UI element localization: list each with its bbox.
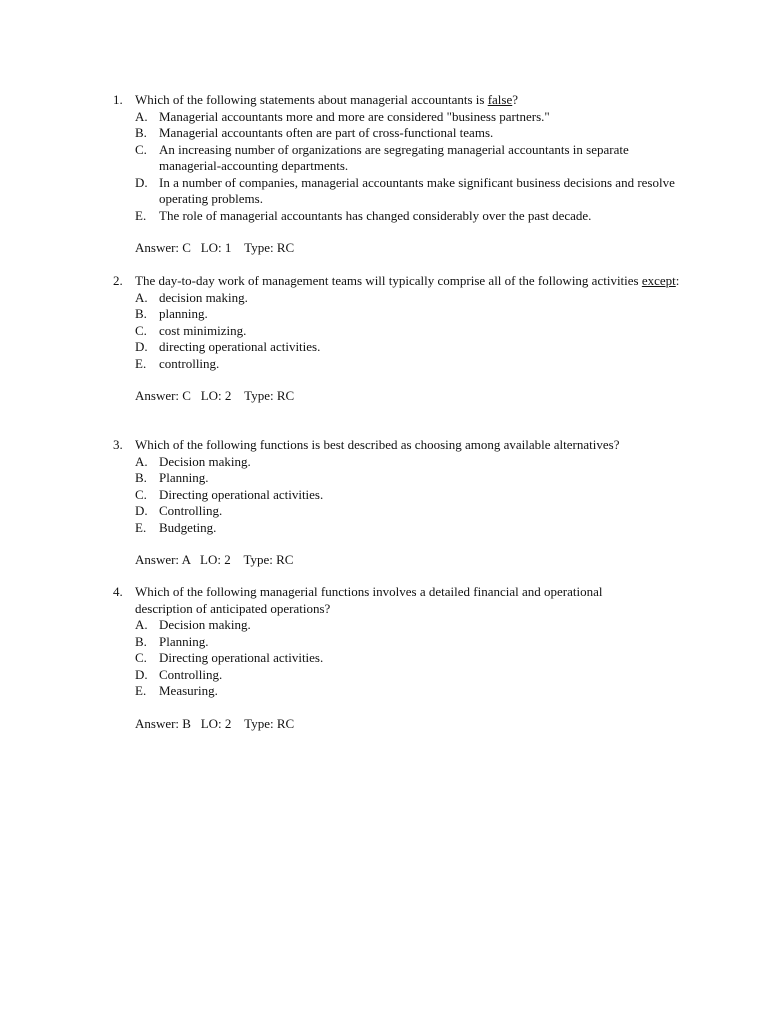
option-text: decision making. bbox=[159, 289, 248, 305]
stem-tail: ? bbox=[512, 92, 519, 107]
option-letter: A. bbox=[135, 617, 148, 632]
option-letter: B. bbox=[135, 633, 147, 649]
option-text: Measuring. bbox=[159, 683, 218, 698]
option-text: controlling. bbox=[159, 355, 220, 371]
answer-options bbox=[113, 109, 693, 225]
stem-tail: : bbox=[675, 273, 680, 288]
option-d bbox=[113, 339, 693, 356]
option-e bbox=[113, 683, 693, 700]
stem-text: Which of the following managerial functions involves a detailed financial and operational description of anticipated operations? bbox=[135, 584, 603, 616]
option-letter: B. bbox=[135, 306, 147, 321]
option-text: In a number of companies, managerial accountants make significant business decisions and resolve operating problems. bbox=[159, 174, 675, 206]
option-text: Decision making. bbox=[159, 453, 251, 469]
option-text: Controlling. bbox=[159, 666, 223, 682]
option-letter: C. bbox=[135, 322, 147, 338]
option-letter: B. bbox=[135, 470, 147, 485]
question-stem bbox=[113, 273, 693, 290]
option-c bbox=[113, 142, 679, 175]
option-letter: E. bbox=[135, 207, 147, 223]
option-d bbox=[113, 503, 693, 520]
stem-text: Which of the following functions is best described as choosing among available alternatives? bbox=[135, 437, 620, 452]
option-letter: A. bbox=[135, 289, 148, 305]
option-text: planning. bbox=[159, 306, 208, 321]
answer-key: Answer: C LO: 2 Type: RC bbox=[135, 388, 295, 403]
option-e bbox=[113, 520, 693, 537]
stem-emphasis: false bbox=[487, 92, 513, 107]
option-text: Controlling. bbox=[159, 503, 223, 518]
question-1 bbox=[113, 92, 693, 257]
option-letter: E. bbox=[135, 519, 147, 535]
option-letter: E. bbox=[135, 683, 147, 698]
option-letter: D. bbox=[135, 174, 148, 190]
option-text: cost minimizing. bbox=[159, 322, 247, 338]
option-text: Planning. bbox=[159, 633, 209, 649]
stem-text: Which of the following statements about managerial accountants is bbox=[135, 92, 488, 107]
option-c bbox=[113, 487, 693, 504]
option-c bbox=[113, 323, 693, 340]
option-letter: C. bbox=[135, 486, 147, 502]
option-text: Managerial accountants often are part of cross-functional teams. bbox=[159, 125, 494, 140]
option-e bbox=[113, 208, 693, 225]
option-text: Decision making. bbox=[159, 617, 251, 632]
option-text: Managerial accountants more and more are considered "business partners." bbox=[159, 108, 550, 124]
option-letter: C. bbox=[135, 141, 147, 157]
question-3 bbox=[113, 437, 693, 569]
option-text: An increasing number of organizations are segregating managerial accountants in separate managerial-accounting departments. bbox=[159, 141, 629, 173]
option-d bbox=[113, 175, 689, 208]
option-letter: C. bbox=[135, 650, 147, 665]
option-letter: D. bbox=[135, 666, 148, 682]
stem-text: The day-to-day work of management teams will typically comprise all of the following activities bbox=[135, 273, 642, 288]
answer-key: Answer: B LO: 2 Type: RC bbox=[135, 715, 295, 731]
option-c bbox=[113, 650, 693, 667]
option-a bbox=[113, 454, 693, 471]
question-stem bbox=[113, 584, 645, 617]
option-letter: B. bbox=[135, 125, 147, 140]
option-a bbox=[113, 109, 693, 126]
answer-options bbox=[113, 617, 693, 700]
option-text: directing operational activities. bbox=[159, 339, 321, 354]
question-4 bbox=[113, 584, 693, 732]
option-text: Budgeting. bbox=[159, 519, 217, 535]
option-a bbox=[113, 617, 693, 634]
answer-options bbox=[113, 454, 693, 537]
option-b bbox=[113, 306, 693, 323]
question-number: 4. bbox=[113, 584, 123, 599]
question-stem bbox=[113, 92, 693, 109]
answer-key: Answer: C LO: 1 Type: RC bbox=[135, 240, 295, 255]
option-letter: A. bbox=[135, 453, 148, 469]
option-b bbox=[113, 634, 693, 651]
stem-emphasis: except bbox=[641, 273, 676, 288]
question-stem bbox=[113, 437, 693, 454]
option-text: Planning. bbox=[159, 470, 209, 485]
option-letter: D. bbox=[135, 339, 148, 354]
option-text: The role of managerial accountants has changed considerably over the past decade. bbox=[159, 207, 592, 223]
option-letter: E. bbox=[135, 355, 147, 371]
question-number: 3. bbox=[113, 437, 123, 452]
option-b bbox=[113, 125, 693, 142]
answer-key: Answer: A LO: 2 Type: RC bbox=[135, 552, 294, 567]
option-d bbox=[113, 667, 693, 684]
question-number: 1. bbox=[113, 92, 123, 107]
option-letter: A. bbox=[135, 108, 148, 124]
answer-options bbox=[113, 290, 693, 373]
option-text: Directing operational activities. bbox=[159, 486, 324, 502]
option-a bbox=[113, 290, 693, 307]
question-number: 2. bbox=[113, 273, 123, 288]
option-letter: D. bbox=[135, 503, 148, 518]
option-text: Directing operational activities. bbox=[159, 650, 324, 665]
option-e bbox=[113, 356, 693, 373]
question-2 bbox=[113, 273, 693, 405]
option-b bbox=[113, 470, 693, 487]
